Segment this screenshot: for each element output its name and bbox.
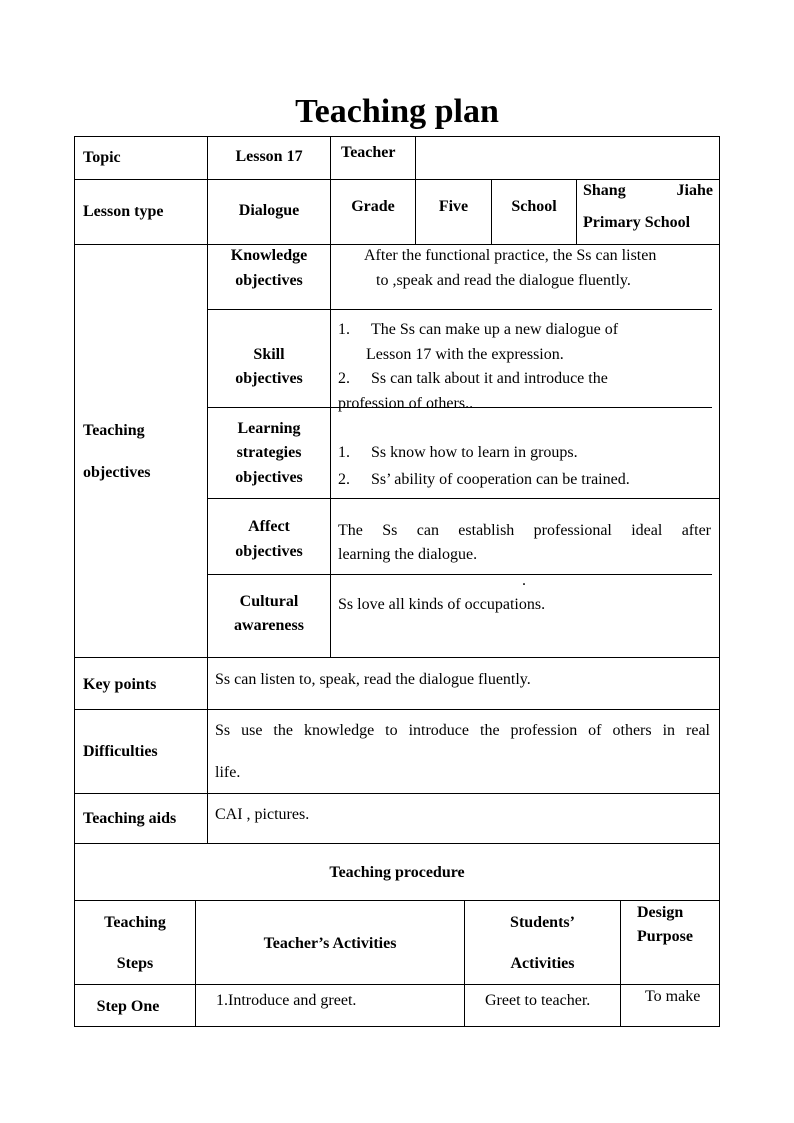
table-border-right (719, 136, 720, 1027)
row-divider (74, 984, 720, 985)
lesson-type-label: Lesson type (83, 203, 164, 220)
cultural-awareness-text: Ss love all kinds of occupations. (338, 596, 546, 613)
student-activity-cell: Greet to teacher. (485, 992, 591, 1009)
school-value-line-2: Primary School (583, 214, 691, 231)
col-header-steps-1: Teaching (104, 914, 166, 931)
knowledge-objectives-text-1: After the functional practice, the Ss can listen (364, 247, 657, 264)
learning-strategies-label-1: Learning (237, 420, 301, 437)
skill-item-1-text: The Ss can make up a new dialogue of (371, 321, 619, 338)
learning-item-2-text: Ss’ ability of cooperation can be trained. (371, 471, 630, 488)
row-divider (207, 498, 719, 499)
difficulties-label: Difficulties (83, 743, 158, 760)
skill-objectives-label-1: Skill (253, 346, 285, 363)
teaching-objectives-label-1: Teaching (83, 422, 145, 439)
school-value-line-1: Shang Jiahe (583, 182, 713, 199)
col-divider (415, 136, 416, 244)
grade-value: Five (438, 198, 469, 215)
row-divider (74, 657, 720, 658)
teaching-objectives-label-2: objectives (83, 464, 151, 481)
step-cell: Step One (96, 998, 160, 1015)
difficulties-text-2: life. (215, 764, 241, 781)
col-divider (330, 136, 331, 244)
topic-label: Topic (83, 149, 121, 166)
row-divider (207, 574, 712, 575)
affect-objectives-label-2: objectives (235, 543, 303, 560)
row-divider (207, 309, 712, 310)
cultural-awareness-label-2: awareness (234, 617, 304, 634)
skill-item-1-number: 1. (338, 321, 350, 338)
procedure-heading: Teaching procedure (329, 864, 465, 881)
skill-item-2-text-cont: profession of others.. (338, 395, 474, 412)
col-divider (330, 244, 331, 657)
col-header-students-2: Activities (510, 955, 575, 972)
design-purpose-cell: To make (645, 988, 701, 1005)
affect-objectives-text-1: The Ss can establish professional ideal after (338, 522, 711, 539)
learning-strategies-label-3: objectives (235, 469, 303, 486)
skill-item-1-text-cont: Lesson 17 with the expression. (366, 346, 564, 363)
table-border-bottom (74, 1026, 720, 1027)
table-border-left (74, 136, 75, 1027)
row-divider (74, 793, 720, 794)
col-divider (195, 900, 196, 1027)
row-divider (74, 709, 720, 710)
skill-objectives-label-2: objectives (235, 370, 303, 387)
cultural-awareness-label-1: Cultural (239, 593, 299, 610)
teacher-label: Teacher (341, 144, 396, 161)
row-divider (74, 900, 720, 901)
affect-objectives-text-2: learning the dialogue. (338, 546, 478, 563)
teaching-aids-label: Teaching aids (83, 810, 177, 827)
row-divider (74, 843, 720, 844)
col-header-teacher-activities: Teacher’s Activities (263, 935, 397, 952)
col-header-steps-2: Steps (116, 955, 154, 972)
difficulties-text-1: Ss use the knowledge to introduce the profession of others in real (215, 722, 710, 739)
affect-objectives-label-1: Affect (248, 518, 290, 535)
lesson-type-value: Dialogue (238, 202, 300, 219)
learning-item-1-number: 1. (338, 444, 350, 461)
learning-strategies-label-2: strategies (236, 444, 302, 461)
col-header-purpose-2: Purpose (637, 928, 693, 945)
teaching-aids-value: CAI , pictures. (215, 806, 310, 823)
knowledge-objectives-text-2: to ,speak and read the dialogue fluently. (376, 272, 631, 289)
col-divider (620, 900, 621, 1027)
key-points-label: Key points (83, 676, 157, 693)
school-label: School (511, 198, 557, 215)
knowledge-objectives-label-1: Knowledge (230, 247, 308, 264)
skill-item-2-number: 2. (338, 370, 350, 387)
learning-item-2-number: 2. (338, 471, 350, 488)
page-title: Teaching plan (295, 93, 499, 130)
key-points-value: Ss can listen to, speak, read the dialogue fluently. (215, 671, 531, 688)
teacher-activity-cell: 1.Introduce and greet. (216, 992, 357, 1009)
knowledge-objectives-label-2: objectives (235, 272, 303, 289)
table-border-top (74, 136, 720, 137)
stray-dot: . (522, 572, 526, 589)
col-header-purpose-1: Design (637, 904, 684, 921)
learning-item-1-text: Ss know how to learn in groups. (371, 444, 578, 461)
col-divider (576, 179, 577, 244)
col-header-students-1: Students’ (510, 914, 575, 931)
grade-label: Grade (351, 198, 395, 215)
skill-item-2-text: Ss can talk about it and introduce the (371, 370, 608, 387)
topic-value: Lesson 17 (235, 148, 303, 165)
